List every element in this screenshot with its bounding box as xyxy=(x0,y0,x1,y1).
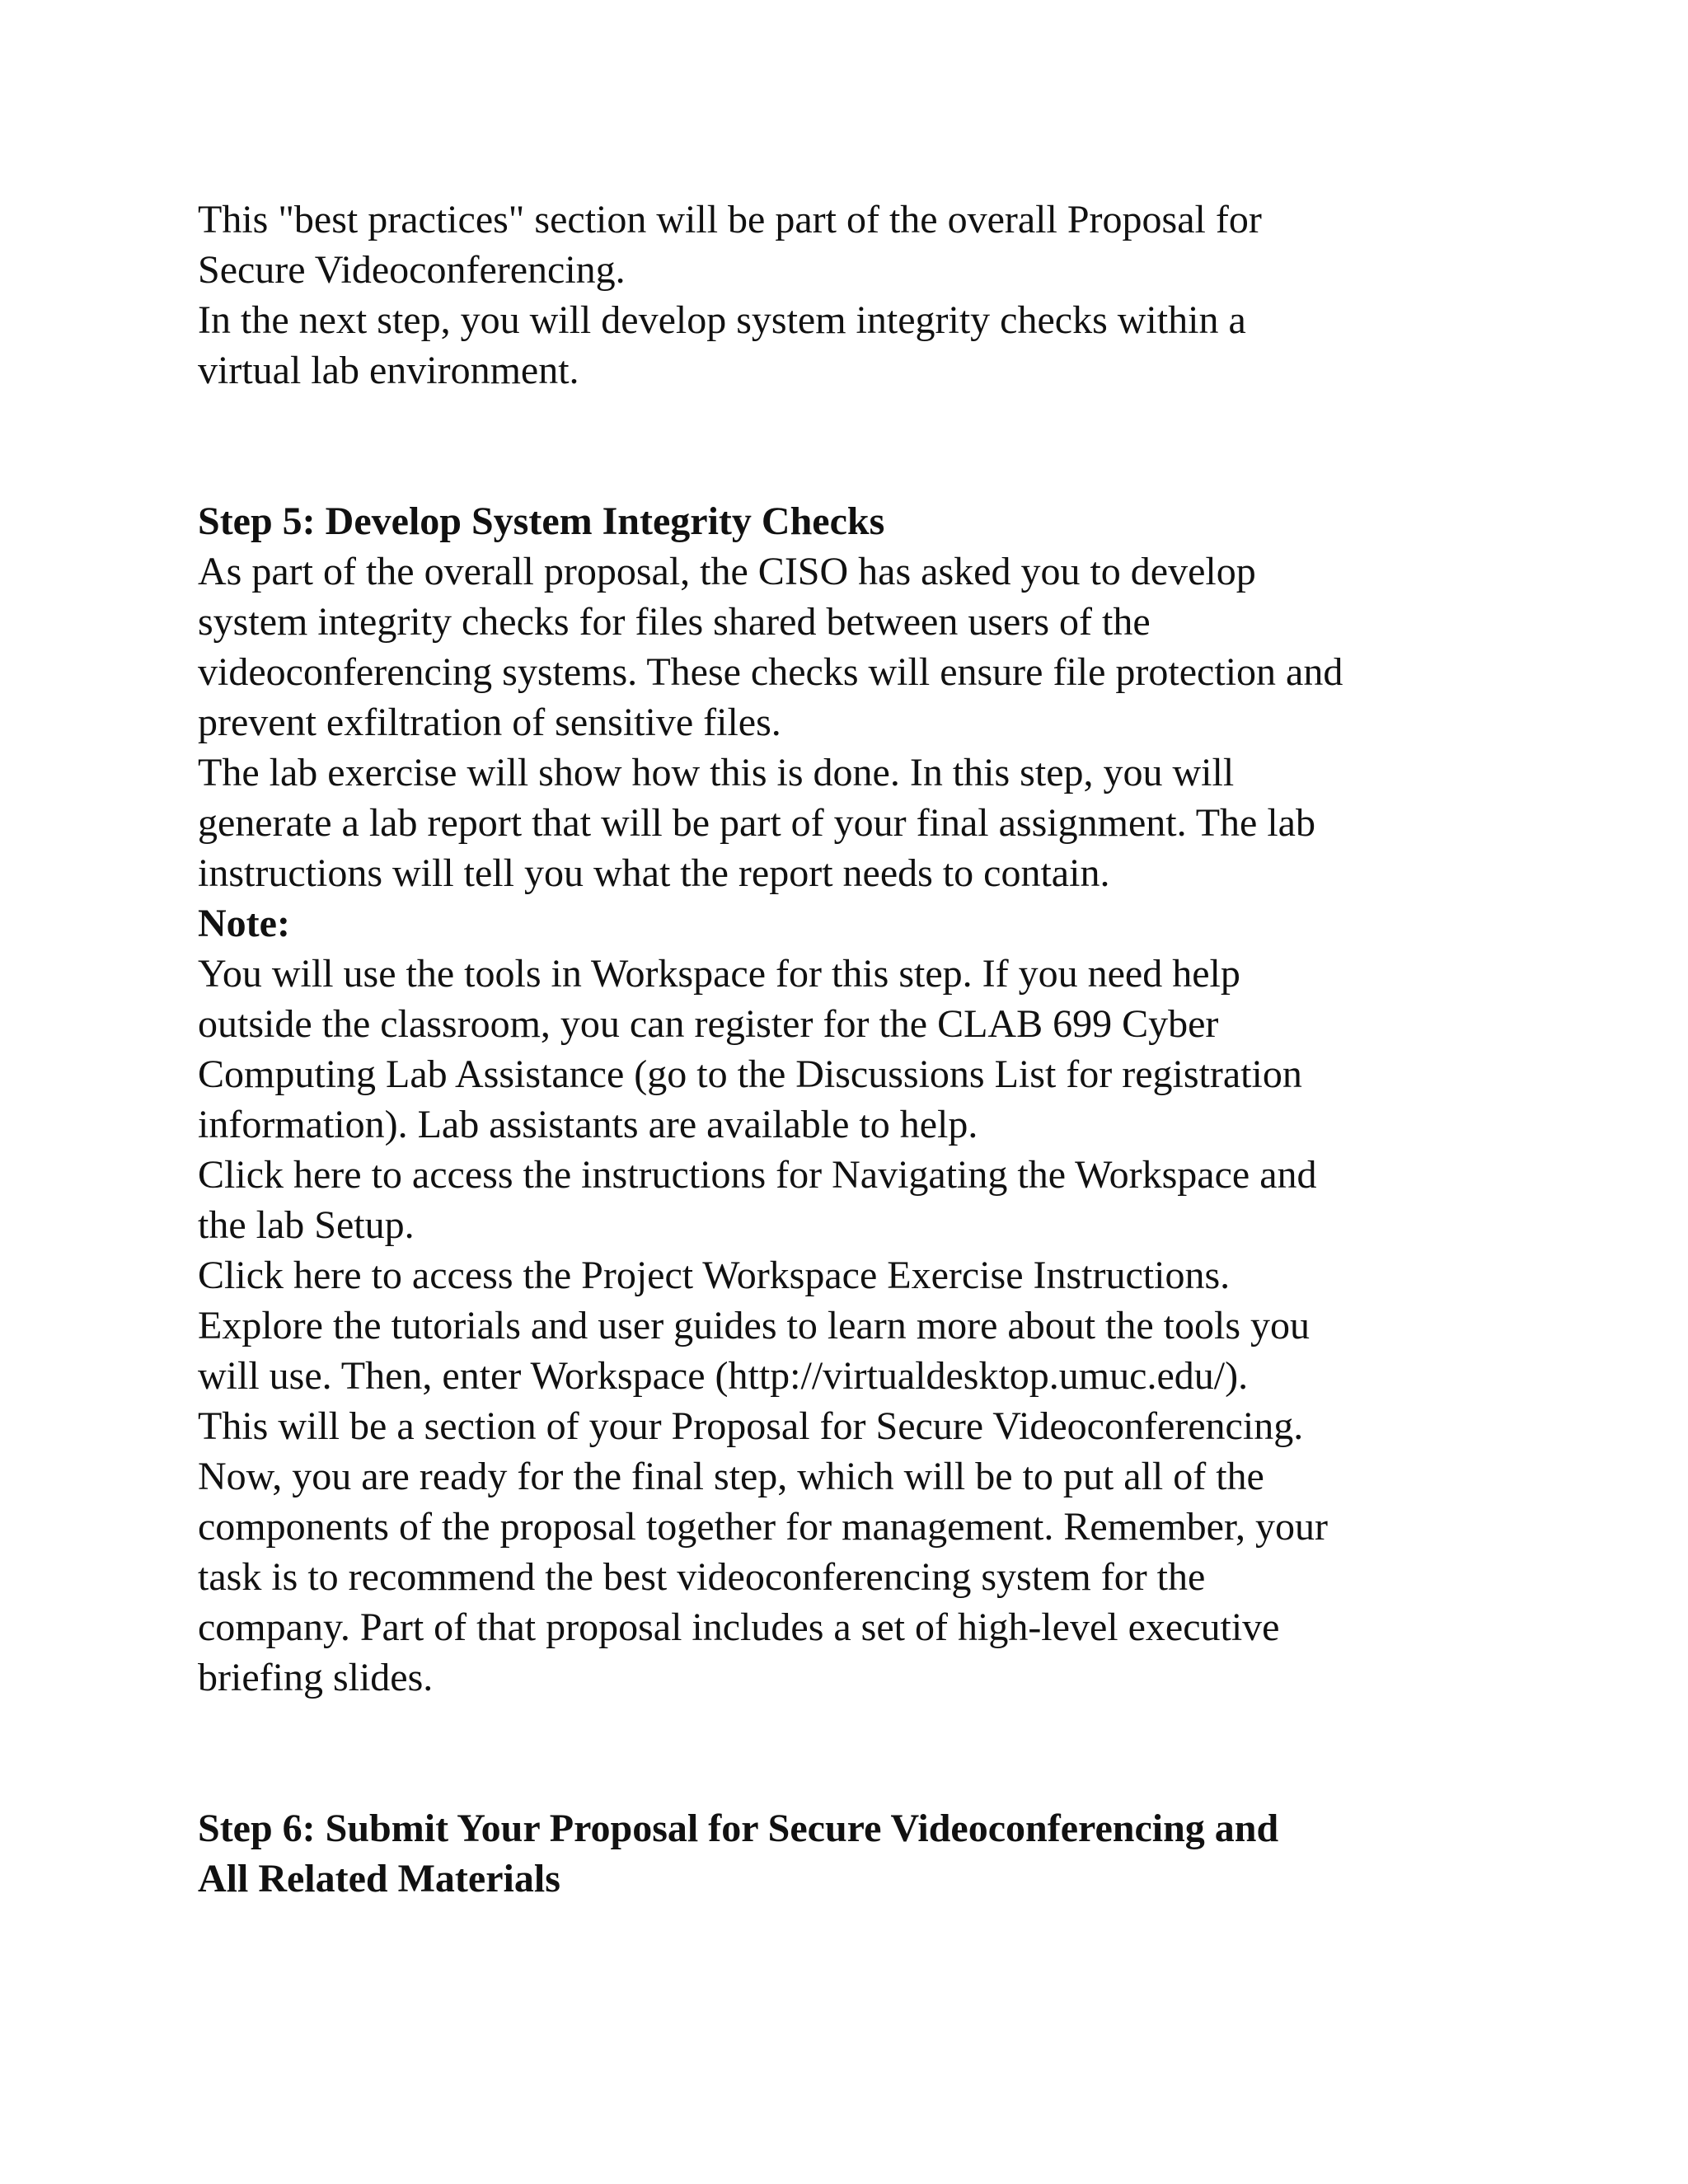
text-line: system integrity checks for files shared between users of the xyxy=(198,600,1151,644)
heading-line: Step 6: Submit Your Proposal for Secure Videoconferencing and xyxy=(198,1807,1279,1850)
heading-line: All Related Materials xyxy=(198,1857,560,1900)
intro-paragraph xyxy=(198,194,1533,396)
text-line: outside the classroom, you can register for the CLAB 699 Cyber xyxy=(198,1002,1219,1046)
text-line: Computing Lab Assistance (go to the Discussions List for registration xyxy=(198,1052,1302,1096)
text-line: instructions will tell you what the report needs to contain. xyxy=(198,851,1110,895)
document-body xyxy=(198,194,1533,1904)
step6-heading xyxy=(198,1803,1533,1904)
text-line: will use. Then, enter Workspace (http://virtualdesktop.umuc.edu/). xyxy=(198,1354,1249,1398)
text-line: virtual lab environment. xyxy=(198,349,579,392)
text-line: company. Part of that proposal includes a set of high-level executive xyxy=(198,1605,1280,1649)
text-line: Now, you are ready for the final step, which will be to put all of the xyxy=(198,1455,1264,1498)
text-line: components of the proposal together for management. Remember, your xyxy=(198,1505,1328,1549)
text-line: videoconferencing systems. These checks will ensure file protection and xyxy=(198,650,1343,694)
text-line: task is to recommend the best videoconferencing system for the xyxy=(198,1555,1206,1599)
text-line: Explore the tutorials and user guides to learn more about the tools you xyxy=(198,1304,1311,1347)
text-line: information). Lab assistants are available to help. xyxy=(198,1103,978,1146)
text-line: generate a lab report that will be part of your final assignment. The lab xyxy=(198,801,1315,845)
text-line: As part of the overall proposal, the CISO has asked you to develop xyxy=(198,550,1256,593)
text-line: Secure Videoconferencing. xyxy=(198,248,626,292)
text-line: You will use the tools in Workspace for this step. If you need help xyxy=(198,952,1240,996)
step5-heading: Step 5: Develop System Integrity Checks xyxy=(198,499,885,543)
text-line: briefing slides. xyxy=(198,1656,434,1699)
text-line: Click here to access the instructions for Navigating the Workspace and xyxy=(198,1153,1317,1197)
note-paragraph xyxy=(198,949,1533,1703)
text-line: The lab exercise will show how this is done. In this step, you will xyxy=(198,751,1235,794)
text-line: the lab Setup. xyxy=(198,1203,415,1247)
text-line: This "best practices" section will be part of the overall Proposal for xyxy=(198,198,1262,241)
note-label: Note: xyxy=(198,902,290,945)
step5-paragraph xyxy=(198,546,1533,898)
text-line: This will be a section of your Proposal for Secure Videoconferencing. xyxy=(198,1404,1304,1448)
text-line: In the next step, you will develop system integrity checks within a xyxy=(198,298,1246,342)
text-line: prevent exfiltration of sensitive files. xyxy=(198,701,781,744)
text-line: Click here to access the Project Workspace Exercise Instructions. xyxy=(198,1254,1231,1297)
